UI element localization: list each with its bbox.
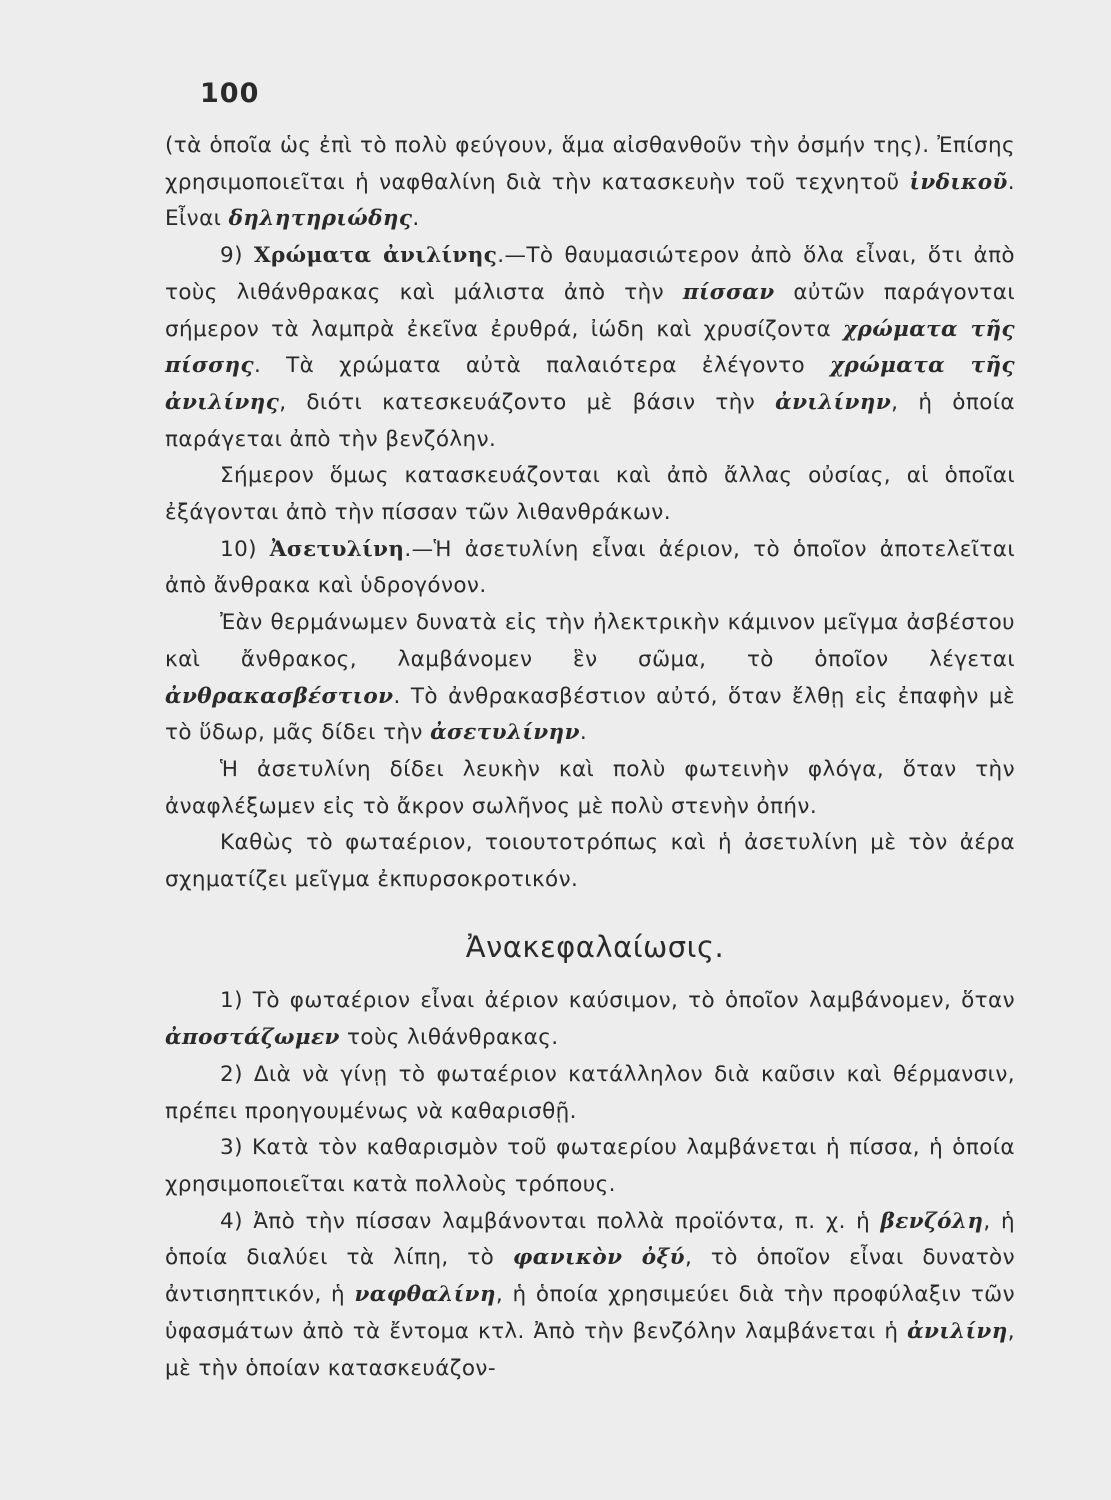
- text-run: , μὲ τὴν ὁποίαν κατασκευάζον-: [165, 1318, 1015, 1381]
- paragraph: [165, 1130, 1015, 1203]
- text-run: αὐτῶν παράγονται σήμερον τὰ λαμπρὰ ἐκεῖνα ἐρυθρά, ἰώδη καὶ χρυσίζοντα: [165, 279, 1015, 342]
- text-run: 9): [220, 243, 254, 269]
- text-run: . Τὸ ἀνθρακασβέστιον αὐτό, ὅταν ἔλθῃ εἰς ἐπαφὴν μὲ τὸ ὕδωρ, μᾶς δίδει τὴν: [165, 683, 1015, 746]
- section-heading: Ἀνακεφαλαίωσις.: [465, 929, 725, 964]
- text-run: 2) Διὰ νὰ γίνῃ τὸ φωταέριον κατάλληλον διὰ καῦσιν καὶ θέρμανσιν, πρέπει προηγουμένως νὰ καθαρισθῇ.: [165, 1061, 1015, 1124]
- text-run: Σήμερον ὅμως κατασκευάζονται καὶ ἀπὸ ἄλλας οὐσίας, αἱ ὁποῖαι ἐξάγονται ἀπὸ τὴν πίσσαν τῶν λιθανθράκων.: [165, 463, 1015, 526]
- paragraph: [165, 458, 1015, 531]
- paragraph: [165, 1057, 1015, 1130]
- emphasized-term: φανικὸν ὀξύ: [512, 1245, 685, 1271]
- emphasized-term: Ἀσετυλίνη: [269, 536, 405, 562]
- paragraph: [165, 825, 1015, 898]
- page-number: 100: [200, 78, 260, 109]
- emphasized-term: χρώματα τῆς ἀνιλίνης: [165, 353, 1015, 415]
- text-run: . Τὰ χρώματα αὐτὰ παλαιότερα ἐλέγοντο: [253, 353, 831, 379]
- emphasized-term: δηλητηριώδης: [228, 206, 413, 232]
- text-run: , ἡ ὁποία παράγεται ἀπὸ τὴν βενζόλην.: [165, 389, 1016, 452]
- text-run: , ἡ ὁποία διαλύει τὰ λίπη, τὸ: [165, 1208, 1015, 1271]
- text-run: Ἡ ἀσετυλίνη δίδει λευκὴν καὶ πολὺ φωτεινὴν φλόγα, ὅταν τὴν ἀναφλέξωμεν εἰς τὸ ἄκρον σωλῆνος μὲ πολὺ στενὴν ὀπήν.: [165, 756, 1015, 819]
- emphasized-term: ἀνθρακασβέστιον: [165, 683, 394, 709]
- paragraph: [165, 752, 1015, 825]
- emphasized-term: πίσσαν: [682, 279, 775, 305]
- text-run: Καθὼς τὸ φωταέριον, τοιουτοτρόπως καὶ ἡ ἀσετυλίνη μὲ τὸν ἀέρα σχηματίζει μεῖγμα ἐκπυρσοκροτικόν.: [165, 830, 1015, 893]
- text-run: .—Ἡ ἀσετυλίνη εἶναι ἀέριον, τὸ ὁποῖον ἀποτελεῖται ἀπὸ ἄνθρακα καὶ ὑδρογόνον.: [165, 536, 1016, 599]
- main-section: [165, 128, 1015, 899]
- text-run: 4) Ἀπὸ τὴν πίσσαν λαμβάνονται πολλὰ προϊόντα, π. χ. ἡ: [220, 1208, 881, 1234]
- emphasized-term: ναφθαλίνη: [354, 1282, 496, 1308]
- emphasized-term: ἀνιλίνην: [775, 389, 892, 415]
- text-run: , διότι κατεσκευάζοντο μὲ βάσιν τὴν: [279, 389, 776, 415]
- paragraph: [165, 983, 1015, 1056]
- body-text: [165, 128, 1015, 1387]
- text-run: .: [579, 720, 588, 746]
- text-run: .: [412, 206, 420, 232]
- text-run: .—Τὸ θαυμασιώτερον ἀπὸ ὅλα εἶναι, ὅτι ἀπὸ τοὺς λιθάνθρακας καὶ μάλιστα ἀπὸ τὴν: [165, 243, 1015, 305]
- paragraph: [165, 128, 1015, 238]
- paragraph: [165, 532, 1015, 605]
- paragraph: [165, 605, 1015, 752]
- paragraph: [165, 1204, 1015, 1388]
- text-run: (τὰ ὁποῖα ὡς ἐπὶ τὸ πολὺ φεύγουν, ἅμα αἰσθανθοῦν τὴν ὀσμήν της). Ἐπίσης χρησιμοποιεῖται ἡ ναφθαλίνη διὰ τὴν κατασκευὴν τοῦ τεχνητοῦ: [165, 133, 1015, 195]
- text-run: Ἐὰν θερμάνωμεν δυνατὰ εἰς τὴν ἠλεκτρικὴν κάμινον μεῖγμα ἀσβέστου καὶ ἄνθρακος, λαμβάνομεν ἓν σῶμα, τὸ ὁποῖον λέγεται: [165, 610, 1015, 672]
- text-run: τοὺς λιθάνθρακας.: [339, 1025, 559, 1051]
- text-run: 1) Τὸ φωταέριον εἶναι ἀέριον καύσιμον, τὸ ὁποῖον λαμβάνομεν, ὅταν: [220, 988, 1015, 1014]
- emphasized-term: Χρώματα ἀνιλίνης: [253, 243, 498, 269]
- emphasized-term: χρώματα τῆς πίσσης: [165, 316, 1015, 379]
- emphasized-term: ἰνδικοῦ: [909, 169, 1008, 195]
- emphasized-term: ἀποστάζωμεν: [165, 1025, 340, 1051]
- emphasized-term: βενζόλη: [880, 1208, 984, 1234]
- text-run: 3) Κατὰ τὸν καθαρισμὸν τοῦ φωταερίου λαμβάνεται ἡ πίσσα, ἡ ὁποία χρησιμοποιεῖται κατὰ πολλοὺς τρόπους.: [165, 1135, 1015, 1197]
- text-run: , τὸ ὁποῖον εἶναι δυνατὸν ἀντισηπτικόν, ἡ: [165, 1245, 1015, 1308]
- summary-section: [165, 983, 1015, 1387]
- text-run: . Εἶναι: [165, 169, 1015, 232]
- text-run: , ἡ ὁποία χρησιμεύει διὰ τὴν προφύλαξιν τῶν ὑφασμάτων ἀπὸ τὰ ἔντομα κτλ. Ἀπὸ τὴν βενζόλην λαμβάνεται ἡ: [165, 1282, 1015, 1344]
- emphasized-term: ἀνιλίνη: [907, 1318, 1008, 1344]
- text-run: 10): [220, 536, 270, 562]
- paragraph: [165, 238, 1015, 458]
- emphasized-term: ἀσετυλίνην: [430, 720, 580, 746]
